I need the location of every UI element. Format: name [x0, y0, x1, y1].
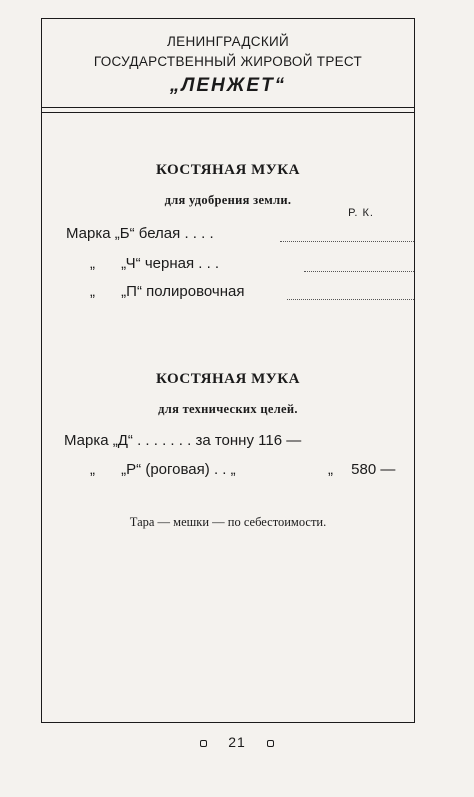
list-item — [64, 432, 301, 449]
item-mark: „Б“ — [114, 225, 135, 242]
item-price: 116 — — [258, 432, 302, 449]
page-footer — [0, 734, 474, 750]
brand-name: „ЛЕНЖЕТ“ — [169, 75, 287, 96]
item-price: 580 — — [351, 461, 396, 478]
header-rule-top — [42, 107, 414, 108]
item-prefix: Марка — [66, 225, 111, 242]
ornament-icon — [267, 740, 274, 747]
price-leader — [280, 241, 414, 242]
item-mark: „Р“ — [121, 461, 142, 478]
section2-title: КОСТЯНАЯ МУКА — [156, 371, 300, 387]
list-item — [90, 255, 219, 272]
item-dots: . . . . . . . — [137, 432, 192, 449]
item-name: белая — [138, 225, 181, 242]
list-item — [90, 461, 236, 478]
section1-subtitle: для удобрения земли. — [164, 193, 292, 207]
price-leader — [287, 299, 414, 300]
item-mark: „П“ — [121, 283, 142, 300]
item-dots: . . . . — [184, 225, 214, 242]
item-name: полировочная — [146, 283, 245, 300]
item-dots: . . . — [198, 255, 220, 272]
item-dots: . . „ — [213, 461, 236, 478]
list-item — [66, 225, 214, 242]
item-name: черная — [144, 255, 195, 272]
page-frame — [41, 18, 415, 723]
item-prefix: „ — [90, 283, 95, 300]
ornament-icon — [200, 740, 207, 747]
item-mark: „Ч“ — [121, 255, 141, 272]
item-prefix: Марка — [64, 432, 109, 449]
list-item-price — [328, 461, 395, 478]
item-unit: за тонну — [195, 432, 254, 449]
item-unit: „ — [328, 461, 333, 478]
currency-label: Р. К. — [348, 207, 374, 219]
page-number: 21 — [228, 734, 246, 750]
item-name: (роговая) — [145, 461, 210, 478]
section1-title: КОСТЯНАЯ МУКА — [156, 162, 300, 178]
header-rule-bottom — [42, 112, 414, 113]
price-leader — [304, 271, 414, 272]
header-line-2: ГОСУДАРСТВЕННЫЙ ЖИРОВОЙ ТРЕСТ — [93, 54, 363, 69]
list-item — [90, 283, 244, 300]
packaging-note: Тара — мешки — по себестоимости. — [129, 515, 327, 529]
header-line-1: ЛЕНИНГРАДСКИЙ — [167, 34, 289, 49]
section2-subtitle: для технических целей. — [158, 402, 298, 416]
item-prefix: „ — [90, 461, 95, 478]
item-mark: „Д“ — [112, 432, 133, 449]
item-prefix: „ — [90, 255, 95, 272]
